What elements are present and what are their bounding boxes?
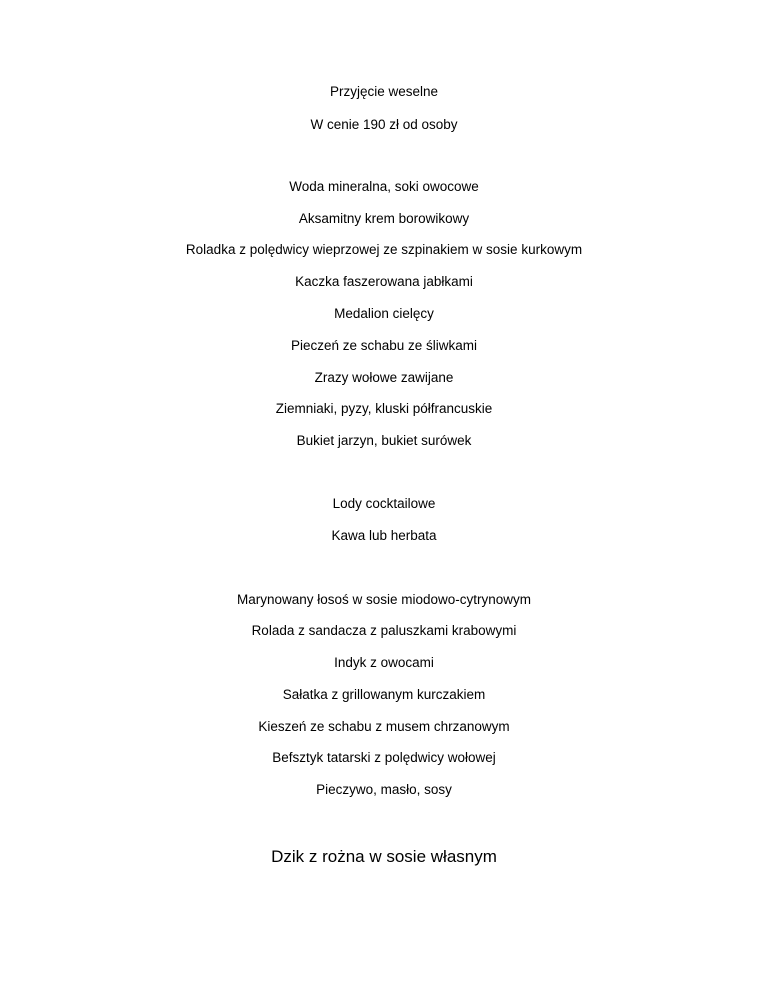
menu-item: Lody cocktailowe — [332, 496, 436, 511]
menu-item: Pieczeń ze schabu ze śliwkami — [290, 338, 478, 353]
menu-item: Pieczywo, masło, sosy — [316, 782, 452, 797]
special-dish: Dzik z rożna w sosie własnym — [271, 847, 497, 866]
menu-item: Marynowany łosoś w sosie miodowo-cytrynowym — [236, 592, 532, 607]
price-line: W cenie 190 zł od osoby — [310, 117, 458, 132]
menu-item: Rolada z sandacza z paluszkami krabowymi — [251, 623, 517, 638]
menu-item: Bukiet jarzyn, bukiet surówek — [296, 433, 472, 448]
menu-title: Przyjęcie weselne — [329, 84, 439, 99]
menu-item: Indyk z owocami — [334, 655, 434, 670]
menu-item: Roladka z polędwicy wieprzowej ze szpinakiem w sosie kurkowym — [185, 242, 583, 257]
menu-item: Kawa lub herbata — [331, 528, 437, 543]
menu-item: Kieszeń ze schabu z musem chrzanowym — [258, 719, 510, 734]
menu-item: Ziemniaki, pyzy, kluski półfrancuskie — [275, 401, 493, 416]
menu-item: Kaczka faszerowana jabłkami — [295, 274, 473, 289]
menu-item: Woda mineralna, soki owocowe — [289, 179, 479, 194]
menu-item: Befsztyk tatarski z polędwicy wołowej — [272, 750, 496, 765]
menu-item: Medalion cielęcy — [334, 306, 434, 321]
menu-item: Aksamitny krem borowikowy — [298, 211, 470, 226]
menu-item: Zrazy wołowe zawijane — [314, 370, 454, 385]
menu-item: Sałatka z grillowanym kurczakiem — [282, 687, 486, 702]
